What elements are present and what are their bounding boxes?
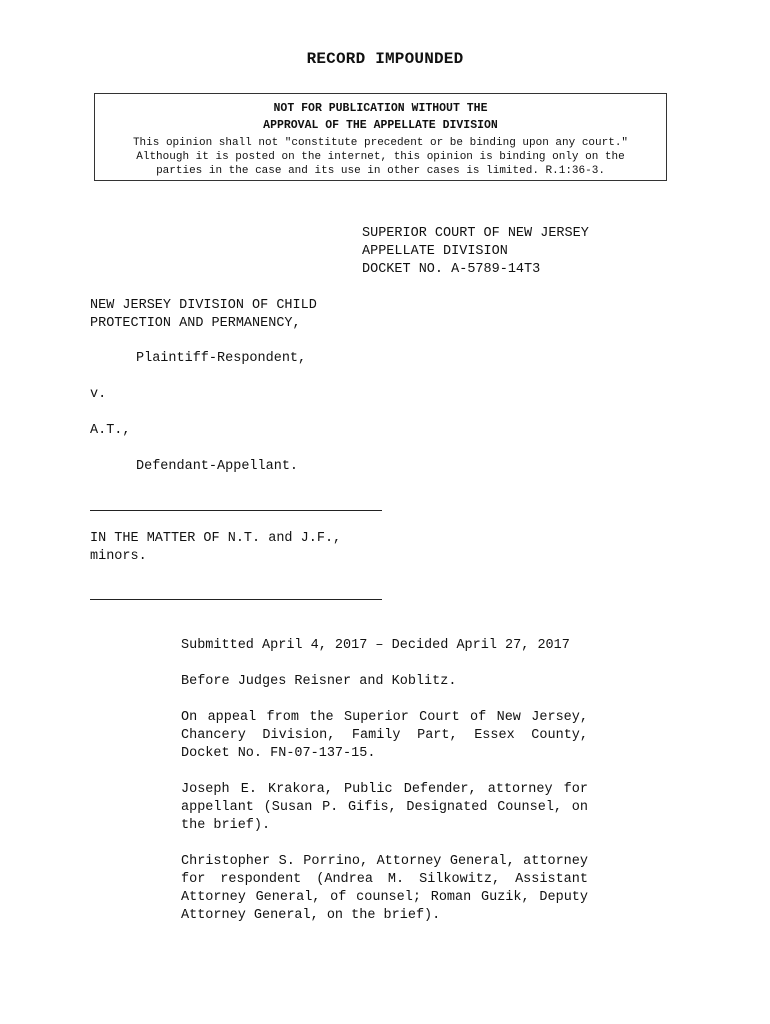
notice-heading-line-2: APPROVAL OF THE APPELLATE DIVISION (263, 119, 498, 132)
judges-panel: Before Judges Reisner and Koblitz. (181, 674, 457, 689)
plaintiff-name-line-2: PROTECTION AND PERMANENCY, (90, 316, 301, 331)
publication-notice-box (94, 93, 667, 181)
appeal-origin: On appeal from the Superior Court of New Jersey, Chancery Division, Family Part, Essex County, Docket No. FN-07-137-15. (181, 710, 588, 761)
submitted-decided-dates: Submitted April 4, 2017 – Decided April 27, 2017 (181, 638, 570, 653)
matter-line-2: minors. (90, 549, 147, 564)
versus: v. (90, 387, 107, 402)
caption-divider-2 (90, 599, 382, 600)
notice-body-line-2: Although it is posted on the internet, this opinion is binding only on the (136, 151, 625, 163)
caption-divider-1 (90, 510, 382, 511)
matter-line-1: IN THE MATTER OF N.T. and J.F., (90, 531, 342, 546)
record-impounded-title: RECORD IMPOUNDED (306, 50, 464, 68)
court-name: SUPERIOR COURT OF NEW JERSEY (362, 226, 589, 241)
defendant-name: A.T., (90, 423, 131, 438)
respondent-counsel: Christopher S. Porrino, Attorney General, attorney for respondent (Andrea M. Silkowitz, Assistant Attorney General, of counsel; Roman Guzik, Deputy Attorney General, on the brief). (181, 854, 588, 923)
appellant-counsel: Joseph E. Krakora, Public Defender, attorney for appellant (Susan P. Gifis, Designated Counsel, on the brief). (181, 782, 588, 833)
notice-body (95, 136, 666, 178)
docket-number: DOCKET NO. A-5789-14T3 (362, 262, 541, 277)
court-division: APPELLATE DIVISION (362, 244, 508, 259)
notice-heading-line-1: NOT FOR PUBLICATION WITHOUT THE (273, 102, 488, 115)
plaintiff-role: Plaintiff-Respondent, (136, 351, 307, 366)
plaintiff-name-line-1: NEW JERSEY DIVISION OF CHILD (90, 298, 317, 313)
defendant-role: Defendant-Appellant. (136, 459, 299, 474)
notice-body-line-3: parties in the case and its use in other cases is limited. R.1:36-3. (156, 165, 605, 177)
notice-body-line-1: This opinion shall not "constitute precedent or be binding upon any court." (132, 137, 629, 149)
